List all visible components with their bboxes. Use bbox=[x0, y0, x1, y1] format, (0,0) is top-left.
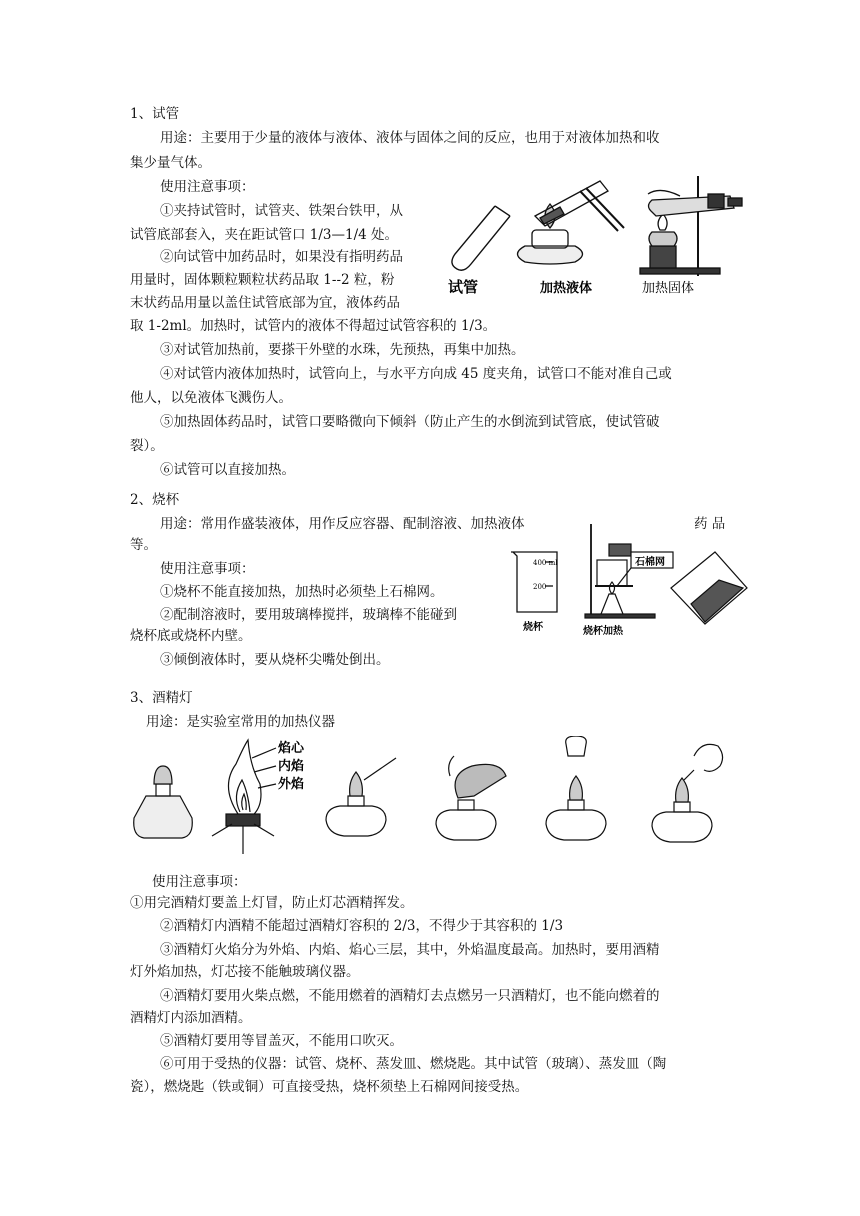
flame-outer-label: 外焰 bbox=[278, 777, 305, 792]
section1-notes-title: 使用注意事项： bbox=[160, 179, 255, 195]
section1-note5-line2: 裂）。 bbox=[130, 438, 164, 454]
beaker-figure bbox=[505, 524, 755, 640]
lamp-blowing-wrong-icon bbox=[652, 744, 723, 842]
flame-structure-icon bbox=[212, 740, 276, 854]
section3-note3-line1: ③酒精灯火焰分为外焰、内焰、焰心三层，其中，外焰温度最高。加热时，要用酒精 bbox=[160, 942, 660, 958]
section3-note3-line2: 灯外焰加热，灯芯接不能触玻璃仪器。 bbox=[130, 964, 360, 980]
lamp-lighting-match-icon bbox=[326, 758, 396, 836]
section1-note4-line1: ④对试管内液体加热时，试管向上，与水平方向成 45 度夹角，试管口不能对准自己或 bbox=[160, 366, 672, 382]
section2-usage-line2: 等。 bbox=[130, 537, 157, 553]
section1-note2-line3: 末状药品用量以盖住试管底部为宜，液体药品 bbox=[130, 295, 400, 311]
section1-note2-line2: 用量时，固体颗粒颗粒状药品取 1--2 粒，粉 bbox=[130, 272, 395, 288]
section2-note2-line2: 烧杯底或烧杯内壁。 bbox=[130, 628, 252, 644]
section3-notes-title: 使用注意事项： bbox=[152, 874, 247, 890]
section2-notes-title: 使用注意事项： bbox=[160, 561, 255, 577]
lamp-wrong-lighting-icon bbox=[436, 756, 506, 840]
heating-liquid-icon bbox=[518, 181, 625, 264]
section2-usage-line1a: 用途：常用作盛装液体，用作反应容器、配制溶液、加热液体 bbox=[160, 516, 525, 532]
flame-core-label: 焰心 bbox=[278, 741, 305, 756]
alcohol-lamp-icon bbox=[134, 766, 193, 838]
heating-liquid-label: 加热液体 bbox=[540, 281, 593, 296]
heating-solid-icon bbox=[640, 176, 742, 276]
section3-note4-line1: ④酒精灯要用火柴点燃，不能用燃着的酒精灯去点燃另一只酒精灯，也不能向燃着的 bbox=[160, 988, 660, 1004]
section3-heading: 3、酒精灯 bbox=[130, 690, 193, 706]
beaker-mark-400: 400 ml bbox=[533, 559, 558, 567]
section1-usage-line1: 用途：主要用于少量的液体与液体、液体与固体之间的反应，也用于对液体加热和收 bbox=[160, 130, 660, 146]
test-tube-figure bbox=[440, 176, 750, 300]
gauze-label: 石棉网 bbox=[635, 557, 665, 568]
section1-note1-line1: ①夹持试管时，试管夹、铁架台铁甲，从 bbox=[160, 203, 403, 219]
beaker-label: 烧杯 bbox=[523, 622, 543, 633]
alcohol-lamp-figure bbox=[128, 736, 728, 860]
section2-heading: 2、烧杯 bbox=[130, 492, 180, 508]
section2-note3: ③倾倒液体时，要从烧杯尖嘴处倒出。 bbox=[160, 652, 390, 668]
section3-note5: ⑤酒精灯要用等冒盖灭，不能用口吹灭。 bbox=[160, 1033, 403, 1049]
section1-note1-line2: 试管底部套入，夹在距试管口 1/3—1/4 处。 bbox=[130, 227, 399, 243]
section3-usage: 用途：是实验室常用的加热仪器 bbox=[146, 714, 335, 730]
section3-note2: ②酒精灯内酒精不能超过酒精灯容积的 2/3，不得少于其容积的 1/3 bbox=[160, 918, 564, 934]
heating-solid-label: 加热固体 bbox=[642, 281, 695, 296]
section3-note4-line2: 酒精灯内添加酒精。 bbox=[130, 1010, 252, 1026]
lamp-cap-cover-icon bbox=[546, 736, 606, 840]
section2-note1: ①烧杯不能直接加热，加热时必须垫上石棉网。 bbox=[160, 584, 444, 600]
section1-note4-line2: 他人，以免液体飞溅伤人。 bbox=[130, 390, 292, 406]
section1-note2-line4: 取 1-2ml。加热时，试管内的液体不得超过试管容积的 1/3。 bbox=[130, 318, 497, 334]
section3-note6-line1: ⑥可用于受热的仪器：试管、烧杯、蒸发皿、燃烧匙。其中试管（玻璃）、蒸发皿（陶 bbox=[160, 1056, 667, 1072]
section1-note5-line1: ⑤加热固体药品时，试管口要略微向下倾斜（防止产生的水倒流到试管底，使试管破 bbox=[160, 414, 660, 430]
beaker-heating-label: 烧杯加热 bbox=[583, 626, 623, 637]
section1-heading: 1、试管 bbox=[130, 106, 180, 122]
test-tube-label: 试管 bbox=[448, 278, 479, 296]
beaker-mark-200: 200 bbox=[533, 583, 547, 591]
section2-usage-line1b: 药 品 bbox=[694, 516, 726, 532]
section1-usage-line2: 集少量气体。 bbox=[130, 155, 211, 171]
section1-note3: ③对试管加热前，要搽干外壁的水珠，先预热，再集中加热。 bbox=[160, 342, 525, 358]
section1-note2-line1: ②向试管中加药品时，如果没有指明药品 bbox=[160, 249, 403, 265]
section3-note1: ①用完酒精灯要盖上灯冒，防止灯芯酒精挥发。 bbox=[130, 895, 414, 911]
section3-note6-line2: 瓷），燃烧匙（铁或铜）可直接受热，烧杯须垫上石棉网间接受热。 bbox=[130, 1079, 529, 1095]
test-tube-icon bbox=[452, 206, 510, 270]
beaker-heating-icon bbox=[585, 524, 673, 618]
pouring-beaker-icon bbox=[671, 552, 747, 624]
flame-inner-label: 内焰 bbox=[278, 759, 305, 774]
section1-note6: ⑥试管可以直接加热。 bbox=[160, 462, 295, 478]
section2-note2-line1: ②配制溶液时，要用玻璃棒搅拌，玻璃棒不能碰到 bbox=[160, 607, 457, 623]
